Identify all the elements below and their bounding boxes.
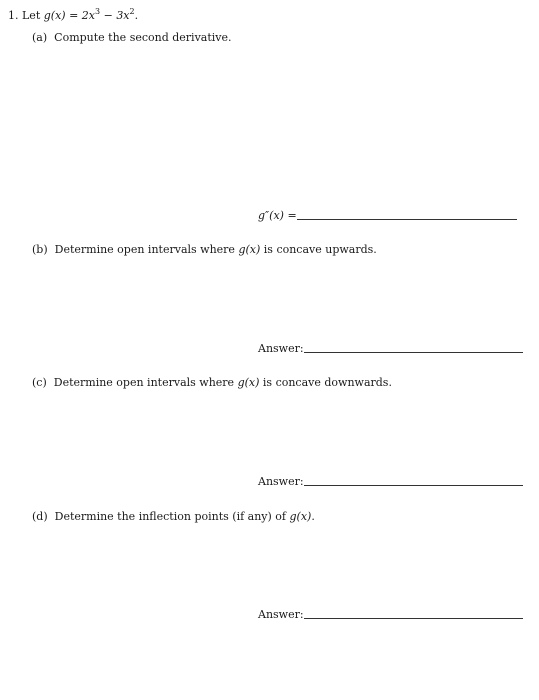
- part-a-answer-row: [258, 209, 517, 223]
- part-c-prompt: [32, 376, 392, 390]
- term1-base: 2x: [81, 9, 95, 22]
- equals-sign: =: [69, 9, 79, 22]
- problem-number: 1.: [8, 9, 19, 22]
- part-a-prompt: [32, 31, 232, 45]
- part-c-answer-label: Answer:: [258, 475, 304, 488]
- part-a-answer-eq: =: [287, 209, 297, 222]
- part-d-answer-row: [258, 608, 523, 622]
- part-d-label: (d): [32, 510, 48, 523]
- part-b-text-post: is concave upwards.: [263, 243, 377, 256]
- part-b-answer-blank[interactable]: [304, 351, 523, 353]
- part-a-answer-blank[interactable]: [297, 218, 517, 220]
- part-d-answer-label: Answer:: [258, 608, 304, 621]
- part-d-text-pre: Determine the inflection points (if any) of: [54, 510, 286, 523]
- part-c-answer-blank[interactable]: [304, 484, 523, 486]
- part-c-answer-row: [258, 475, 523, 489]
- part-d-func: g(x): [289, 510, 312, 523]
- part-b-text-pre: Determine open intervals where: [54, 243, 235, 256]
- part-d-answer-blank[interactable]: [304, 617, 523, 619]
- statement-period: .: [134, 9, 139, 22]
- part-b-answer-row: [258, 342, 523, 356]
- term2-base: 3x: [116, 9, 130, 22]
- minus-sign: −: [103, 9, 113, 22]
- part-b-func: g(x): [238, 243, 261, 256]
- part-b-answer-label: Answer:: [258, 342, 304, 355]
- part-c-text-pre: Determine open intervals where: [53, 376, 235, 389]
- part-c-label: (c): [32, 376, 47, 389]
- part-d-text-post: .: [311, 510, 315, 523]
- problem-statement: [8, 5, 138, 23]
- function-name: g(x): [43, 9, 66, 22]
- part-a-text: Compute the second derivative.: [54, 31, 232, 44]
- part-d-prompt: [32, 510, 315, 524]
- part-b-label: (b): [32, 243, 48, 256]
- part-a-answer-func: g″(x): [258, 209, 284, 222]
- part-a-label: (a): [32, 31, 48, 44]
- problem-lead: Let: [22, 9, 41, 22]
- term1-exponent: 3: [95, 7, 101, 16]
- part-b-prompt: [32, 243, 377, 257]
- part-c-text-post: is concave downwards.: [262, 376, 392, 389]
- term2-exponent: 2: [129, 7, 135, 16]
- part-c-func: g(x): [237, 376, 260, 389]
